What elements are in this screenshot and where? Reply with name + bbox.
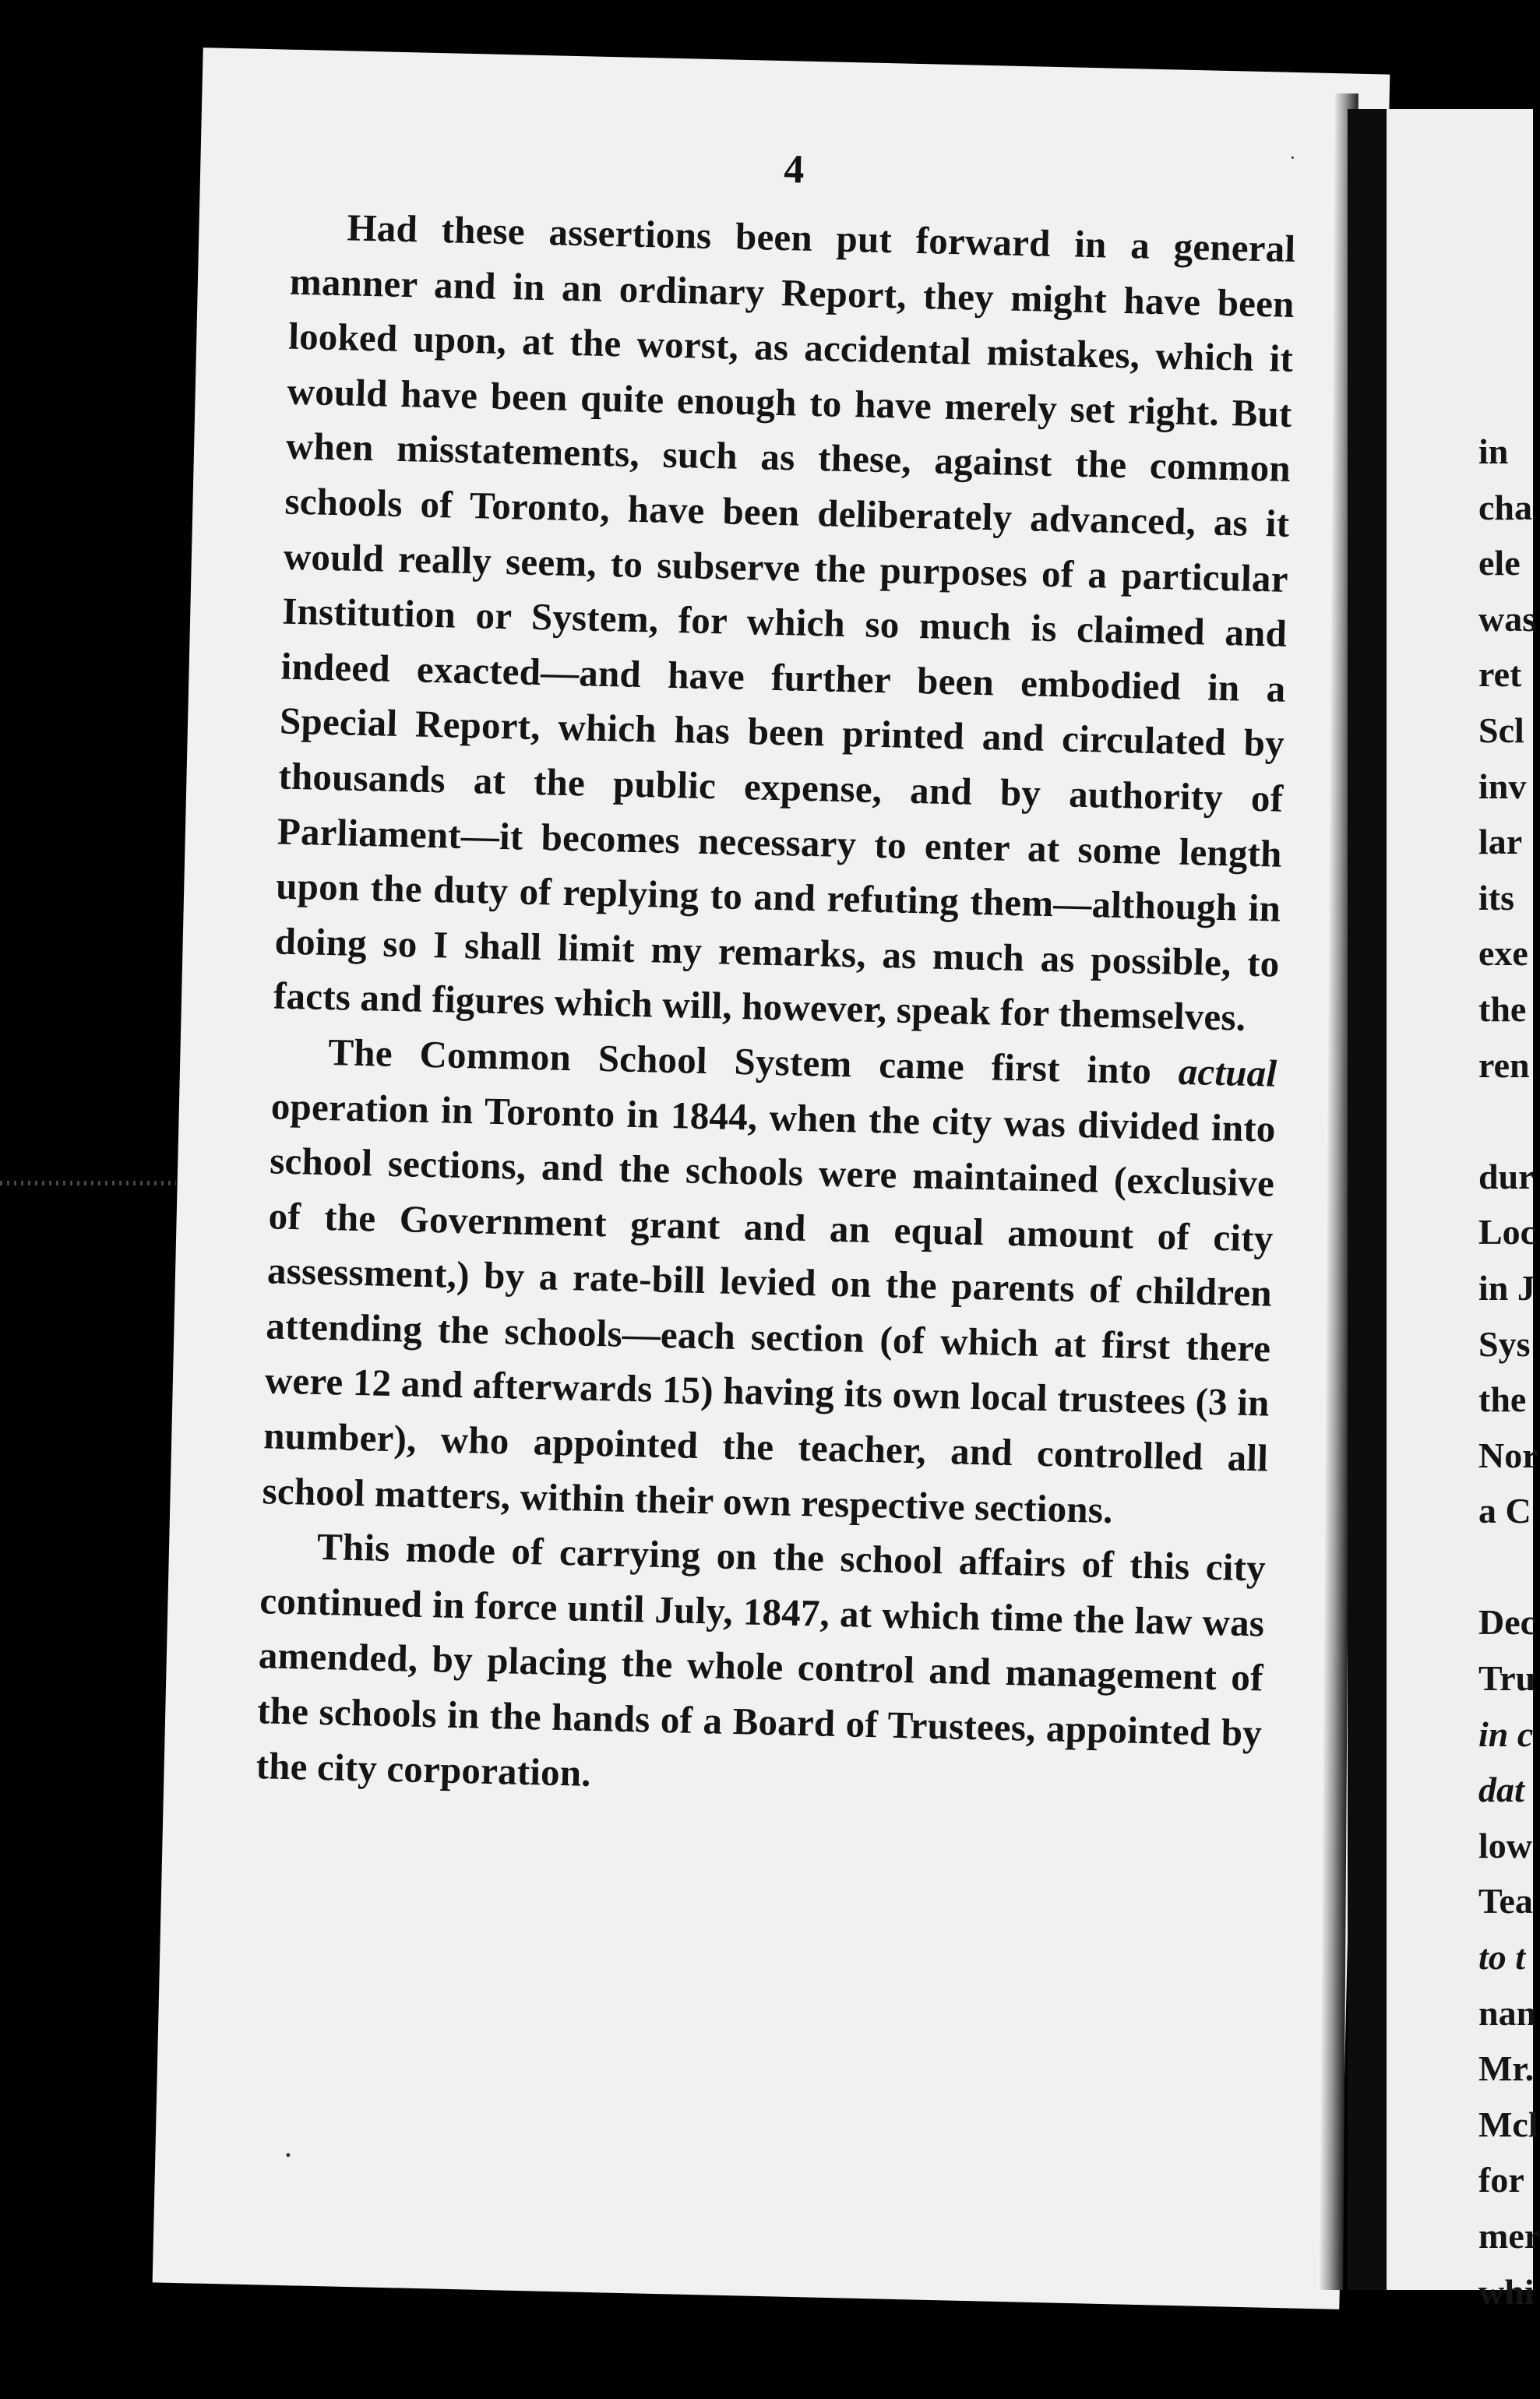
facing-page-line: ret (1478, 654, 1522, 695)
facing-page-line: to t (1478, 1937, 1526, 1978)
facing-page-line (1478, 1539, 1540, 1595)
book-page-left (153, 48, 1390, 2309)
facing-page-line: Sys (1478, 1323, 1531, 1364)
facing-page-line: its (1478, 877, 1514, 918)
facing-page-line: a C (1478, 1491, 1531, 1531)
facing-page-line: lar (1478, 822, 1523, 862)
book-page-right (1387, 109, 1540, 2312)
paragraph-2-text-end: operation in Toronto in 1844, when the city was divided into school sections, and the schools were maintained (exclusive of the Government grant and an equal amount of city assessment,) by a rate-bill levied on the parents of children attending the schools—each section (of which at first there were 12 and afterwards 15) having its own local trustees (3 in number), who appointed the teacher, and controlled all school matters, within their own respective sections. (262, 1083, 1277, 1531)
facing-page-line: nan (1478, 1992, 1537, 2033)
facing-page-line: dat (1478, 1770, 1524, 1810)
facing-page-line: whi (1478, 2271, 1535, 2312)
facing-page-line: ren (1478, 1044, 1530, 1085)
facing-page-line: Loc (1478, 1212, 1537, 1252)
facing-page-line: Tru (1478, 1658, 1536, 1699)
facing-page-line: was (1478, 598, 1537, 639)
paragraph-2 (262, 1023, 1277, 1541)
facing-page-line: mer (1478, 2216, 1540, 2256)
page-number: 4 (783, 147, 805, 192)
paragraph-2-emphasis: actual (1178, 1049, 1277, 1095)
facing-page-line: the (1478, 988, 1527, 1029)
facing-page-line: in c (1478, 1714, 1534, 1754)
ink-speck (286, 2153, 290, 2157)
facing-page-line: in J (1478, 1267, 1535, 1308)
scan-edge-artifact (0, 1181, 176, 1185)
facing-page-line: for (1478, 2160, 1524, 2200)
facing-page-line: Mcl (1478, 2104, 1538, 2144)
body-text (255, 199, 1296, 1816)
facing-page-line: inv (1478, 766, 1527, 806)
paragraph-2-text-start: The Common School System came first into (327, 1030, 1179, 1093)
facing-page-line: dur (1478, 1156, 1535, 1196)
facing-page-line: Nor (1478, 1435, 1538, 1475)
paragraph-1-text: Had these assertions been put forward in a general manner and in an ordinary Report, they might have been looked upon, at the worst, as accidental mistakes, which it would have been quite enough to have merely set right. But when misstatements, such as these, against the common schools of Toronto, have been deliberately advanced, as it would really seem, to subserve the purposes of a particular Institution or System, for which so much is claimed and indeed exacted—and have further been embodied in a Special Report, which has been printed and circulated by thousands at the public expense, and by authority of Parliament—it becomes necessary to enter at some length upon the duty of replying to and refuting them—although in doing so I shall limit my remarks, as much as possible, to facts and figures which will, however, speak for themselves. (273, 206, 1296, 1040)
facing-page-line: low (1478, 1825, 1532, 1865)
facing-page-line: exe (1478, 933, 1528, 974)
book-spine (1348, 109, 1391, 2290)
facing-page-line: cha (1478, 487, 1532, 527)
facing-page-line (1478, 1093, 1540, 1149)
facing-page-line: the (1478, 1379, 1527, 1420)
paragraph-3-text: This mode of carrying on the school affairs of this city continued in force until July, 1847, at which time the law was amended, by placing the whole control and management of the schools in the hands of a Board of Trustees, appointed by the city corporation. (255, 1525, 1267, 1795)
ink-speck (1292, 157, 1294, 159)
facing-page-line: Dec (1478, 1602, 1537, 1643)
paragraph-3 (255, 1519, 1267, 1816)
facing-page-line: in (1478, 432, 1509, 471)
paragraph-1 (273, 199, 1296, 1047)
facing-page-line: Mr. (1478, 2048, 1535, 2089)
facing-page-text (1478, 424, 1540, 2320)
facing-page-line: Scl (1478, 710, 1524, 750)
facing-page-line: ele (1478, 543, 1521, 583)
facing-page-line: Tea (1478, 1881, 1533, 1922)
